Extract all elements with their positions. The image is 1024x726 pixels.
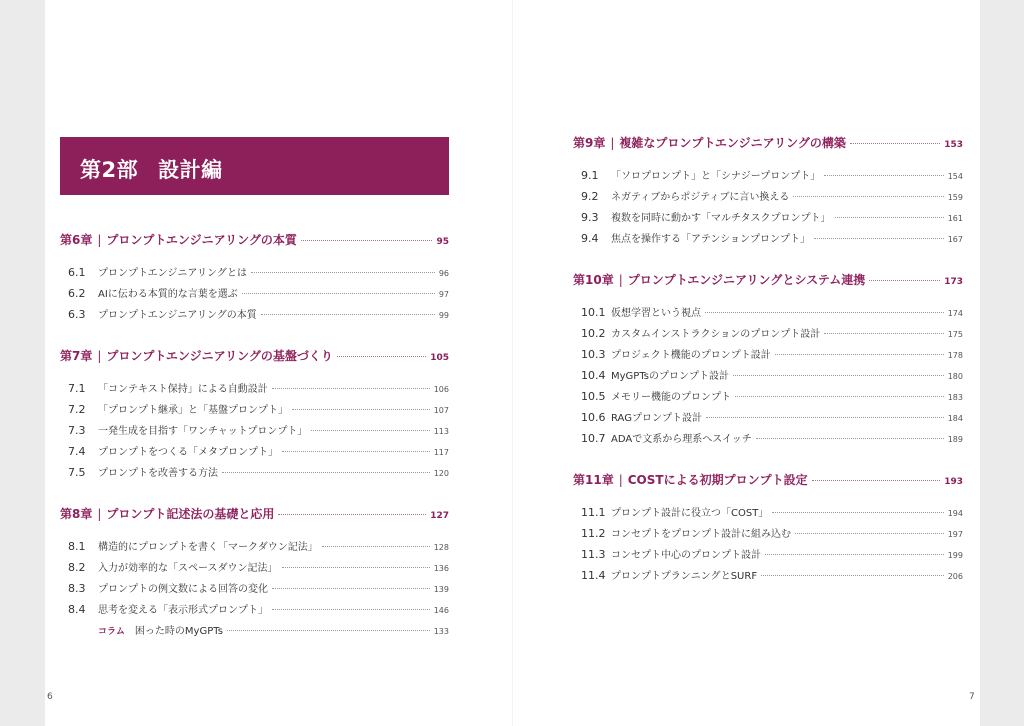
section-title: メモリー機能のプロンプト xyxy=(611,392,731,403)
chapter-title: COSTによる初期プロンプト設定 xyxy=(627,473,808,487)
dot-leader xyxy=(261,314,435,315)
toc-entry[interactable] xyxy=(573,388,963,409)
chapter-divider: | xyxy=(97,233,102,247)
section-page: 128 xyxy=(433,543,449,552)
section-page: 161 xyxy=(947,214,963,223)
section-title: 一発生成を目指す「ワンチャットプロンプト」 xyxy=(98,426,308,437)
section-title: 仮想学習という視点 xyxy=(611,308,701,319)
section-page: 106 xyxy=(433,385,449,394)
chapter-heading[interactable] xyxy=(60,505,449,525)
section-number: 10.7 xyxy=(581,432,606,445)
section-page: 174 xyxy=(947,309,963,318)
dot-leader xyxy=(337,356,426,357)
section-title: 焦点を操作する「アテンションプロンプト」 xyxy=(611,234,811,245)
dot-leader xyxy=(775,354,944,355)
chapter-heading[interactable] xyxy=(573,134,963,154)
chapter-page: 127 xyxy=(430,511,449,521)
section-title: コンセプト中心のプロンプト設計 xyxy=(611,550,761,561)
section-number: 7.1 xyxy=(68,382,86,395)
section-title: 構造的にプロンプトを書く「マークダウン記法」 xyxy=(98,542,318,553)
chapter-label: 第8章 xyxy=(60,507,93,521)
dot-leader xyxy=(272,609,430,610)
section-title: RAGプロンプト設計 xyxy=(611,413,702,424)
section-page: 107 xyxy=(433,406,449,415)
chapter-divider: | xyxy=(618,273,623,287)
chapter-title: プロンプトエンジニアリングの本質 xyxy=(106,233,297,247)
toc-entry[interactable] xyxy=(60,380,449,401)
chapter-page: 105 xyxy=(430,353,449,363)
toc-entry[interactable] xyxy=(60,580,449,601)
section-number: 10.3 xyxy=(581,348,606,361)
column-label: コラム xyxy=(98,627,125,637)
toc-entry[interactable] xyxy=(60,443,449,464)
section-number: 7.3 xyxy=(68,424,86,437)
section-page: 120 xyxy=(433,469,449,478)
part-title: 設計編 xyxy=(158,158,223,182)
chapter-label: 第10章 xyxy=(573,273,614,287)
toc-entry[interactable] xyxy=(60,264,449,285)
dot-leader xyxy=(835,217,944,218)
section-title: 複数を同時に動かす「マルチタスクプロンプト」 xyxy=(611,213,831,224)
toc-entry[interactable] xyxy=(573,546,963,567)
toc-entry[interactable] xyxy=(573,567,963,588)
page-gutter xyxy=(512,0,513,726)
section-number: 9.3 xyxy=(581,211,599,224)
section-page: 146 xyxy=(433,606,449,615)
part-number: 第2部 xyxy=(80,158,139,182)
chapter-block xyxy=(573,134,963,251)
chapter-page: 193 xyxy=(944,477,963,487)
chapter-title: プロンプトエンジニアリングの基盤づくり xyxy=(106,349,333,363)
section-title: カスタムインストラクションのプロンプト設計 xyxy=(611,329,821,340)
toc-entry[interactable] xyxy=(60,559,449,580)
chapter-heading[interactable] xyxy=(573,471,963,491)
chapter-label: 第7章 xyxy=(60,349,93,363)
dot-leader xyxy=(272,588,430,589)
dot-leader xyxy=(812,480,941,481)
toc-entry[interactable] xyxy=(573,325,963,346)
chapter-heading[interactable] xyxy=(60,347,449,367)
section-title: プロンプトエンジニアリングとは xyxy=(98,268,247,279)
section-number: 10.4 xyxy=(581,369,606,382)
chapter-heading[interactable] xyxy=(60,231,449,251)
section-number: 7.5 xyxy=(68,466,86,479)
section-title: AIに伝わる本質的な言葉を選ぶ xyxy=(98,289,238,300)
section-number: 10.1 xyxy=(581,306,606,319)
chapter-title: プロンプトエンジニアリングとシステム連携 xyxy=(627,273,866,287)
section-number: 6.1 xyxy=(68,266,86,279)
toc-entry[interactable] xyxy=(573,304,963,325)
dot-leader xyxy=(824,175,943,176)
section-title: プロンプトエンジニアリングの本質 xyxy=(98,310,257,321)
section-page: 99 xyxy=(438,311,449,320)
dot-leader xyxy=(850,143,940,144)
page-number-right: 7 xyxy=(969,692,975,702)
section-number: 8.1 xyxy=(68,540,86,553)
section-number: 9.2 xyxy=(581,190,599,203)
dot-leader xyxy=(272,388,430,389)
column-page: 133 xyxy=(433,627,449,636)
section-title: プロンプトをつくる「メタプロンプト」 xyxy=(98,447,278,458)
chapter-divider: | xyxy=(610,136,615,150)
section-title: 「コンテキスト保持」による自動設計 xyxy=(98,384,268,395)
toc-entry[interactable] xyxy=(60,601,449,622)
section-page: 184 xyxy=(947,414,963,423)
section-number: 8.4 xyxy=(68,603,86,616)
section-number: 10.2 xyxy=(581,327,606,340)
chapter-block xyxy=(573,271,963,451)
section-number: 6.2 xyxy=(68,287,86,300)
toc-entry[interactable] xyxy=(60,401,449,422)
section-page: 167 xyxy=(947,235,963,244)
chapter-page: 173 xyxy=(944,277,963,287)
section-number: 10.5 xyxy=(581,390,606,403)
section-number: 11.1 xyxy=(581,506,606,519)
section-number: 11.4 xyxy=(581,569,606,582)
section-page: 189 xyxy=(947,435,963,444)
section-number: 8.3 xyxy=(68,582,86,595)
section-number: 11.2 xyxy=(581,527,606,540)
toc-entry[interactable] xyxy=(573,409,963,430)
chapter-page: 95 xyxy=(436,237,449,247)
section-number: 6.3 xyxy=(68,308,86,321)
dot-leader xyxy=(795,533,944,534)
dot-leader xyxy=(292,409,430,410)
section-title: プロジェクト機能のプロンプト設計 xyxy=(611,350,771,361)
section-page: 136 xyxy=(433,564,449,573)
section-number: 10.6 xyxy=(581,411,606,424)
dot-leader xyxy=(222,472,430,473)
column-entry[interactable] xyxy=(60,622,449,643)
toc-entry[interactable] xyxy=(573,167,963,188)
dot-leader xyxy=(733,375,944,376)
toc-entry[interactable] xyxy=(573,188,963,209)
chapter-title: 複雑なプロンプトエンジニアリングの構築 xyxy=(619,136,846,150)
chapter-block xyxy=(60,231,449,327)
chapter-title: プロンプト記述法の基礎と応用 xyxy=(106,507,275,521)
chapter-block xyxy=(60,505,449,643)
page-number-left: 6 xyxy=(47,692,53,702)
section-page: 194 xyxy=(947,509,963,518)
toc-entry[interactable] xyxy=(573,346,963,367)
section-number: 11.3 xyxy=(581,548,606,561)
right-toc-column xyxy=(573,134,963,608)
toc-entry[interactable] xyxy=(573,209,963,230)
chapter-page: 153 xyxy=(944,140,963,150)
section-title: コンセプトをプロンプト設計に組み込む xyxy=(611,529,791,540)
section-page: 139 xyxy=(433,585,449,594)
chapter-block xyxy=(573,471,963,588)
section-page: 175 xyxy=(947,330,963,339)
dot-leader xyxy=(278,514,426,515)
dot-leader xyxy=(706,417,944,418)
column-title: 困った時のMyGPTs xyxy=(134,626,223,637)
section-title: 「ソロプロンプト」と「シナジープロンプト」 xyxy=(611,171,821,182)
chapter-label: 第6章 xyxy=(60,233,93,247)
left-toc-column xyxy=(60,231,449,663)
section-number: 9.1 xyxy=(581,169,599,182)
dot-leader xyxy=(322,546,430,547)
section-page: 117 xyxy=(433,448,449,457)
dot-leader xyxy=(814,238,944,239)
toc-entry[interactable] xyxy=(573,504,963,525)
chapter-heading[interactable] xyxy=(573,271,963,291)
toc-entry[interactable] xyxy=(60,306,449,327)
dot-leader xyxy=(301,240,433,241)
section-number: 8.2 xyxy=(68,561,86,574)
dot-leader xyxy=(227,630,430,631)
section-number: 9.4 xyxy=(581,232,599,245)
chapter-label: 第9章 xyxy=(573,136,606,150)
dot-leader xyxy=(793,196,943,197)
section-title: 思考を変える「表示形式プロンプト」 xyxy=(98,605,268,616)
dot-leader xyxy=(765,554,944,555)
toc-entry[interactable] xyxy=(573,230,963,251)
section-number: 7.2 xyxy=(68,403,86,416)
toc-entry[interactable] xyxy=(60,285,449,306)
dot-leader xyxy=(824,333,943,334)
section-title: MyGPTsのプロンプト設計 xyxy=(611,371,729,382)
dot-leader xyxy=(311,430,429,431)
dot-leader xyxy=(756,438,944,439)
section-title: プロンプト設計に役立つ「COST」 xyxy=(611,508,769,519)
chapter-block xyxy=(60,347,449,485)
toc-entry[interactable] xyxy=(573,367,963,388)
section-page: 183 xyxy=(947,393,963,402)
section-page: 159 xyxy=(947,193,963,202)
dot-leader xyxy=(869,280,940,281)
section-title: 入力が効率的な「スペースダウン記法」 xyxy=(98,563,278,574)
section-title: プロンプトの例文数による回答の変化 xyxy=(98,584,268,595)
toc-entry[interactable] xyxy=(60,422,449,443)
section-page: 178 xyxy=(947,351,963,360)
part-banner xyxy=(60,137,449,195)
section-page: 199 xyxy=(947,551,963,560)
section-page: 154 xyxy=(947,172,963,181)
chapter-label: 第11章 xyxy=(573,473,614,487)
chapter-divider: | xyxy=(97,349,102,363)
section-page: 197 xyxy=(947,530,963,539)
dot-leader xyxy=(772,512,943,513)
section-title: ADAで文系から理系へスイッチ xyxy=(611,434,752,445)
section-number: 7.4 xyxy=(68,445,86,458)
dot-leader xyxy=(282,567,430,568)
dot-leader xyxy=(242,293,435,294)
toc-entry[interactable] xyxy=(60,464,449,485)
section-title: ネガティブからポジティブに言い換える xyxy=(611,192,790,203)
section-page: 206 xyxy=(947,572,963,581)
section-title: プロンプトを改善する方法 xyxy=(98,468,218,479)
section-title: 「プロンプト継承」と「基盤プロンプト」 xyxy=(98,405,288,416)
dot-leader xyxy=(735,396,944,397)
section-title: プロンプトプランニングとSURF xyxy=(611,571,758,582)
dot-leader xyxy=(282,451,430,452)
section-page: 96 xyxy=(438,269,449,278)
section-page: 97 xyxy=(438,290,449,299)
section-page: 113 xyxy=(433,427,449,436)
chapter-divider: | xyxy=(618,473,623,487)
dot-leader xyxy=(761,575,944,576)
dot-leader xyxy=(705,312,944,313)
toc-entry[interactable] xyxy=(573,525,963,546)
toc-entry[interactable] xyxy=(573,430,963,451)
chapter-divider: | xyxy=(97,507,102,521)
section-page: 180 xyxy=(947,372,963,381)
dot-leader xyxy=(251,272,435,273)
toc-entry[interactable] xyxy=(60,538,449,559)
